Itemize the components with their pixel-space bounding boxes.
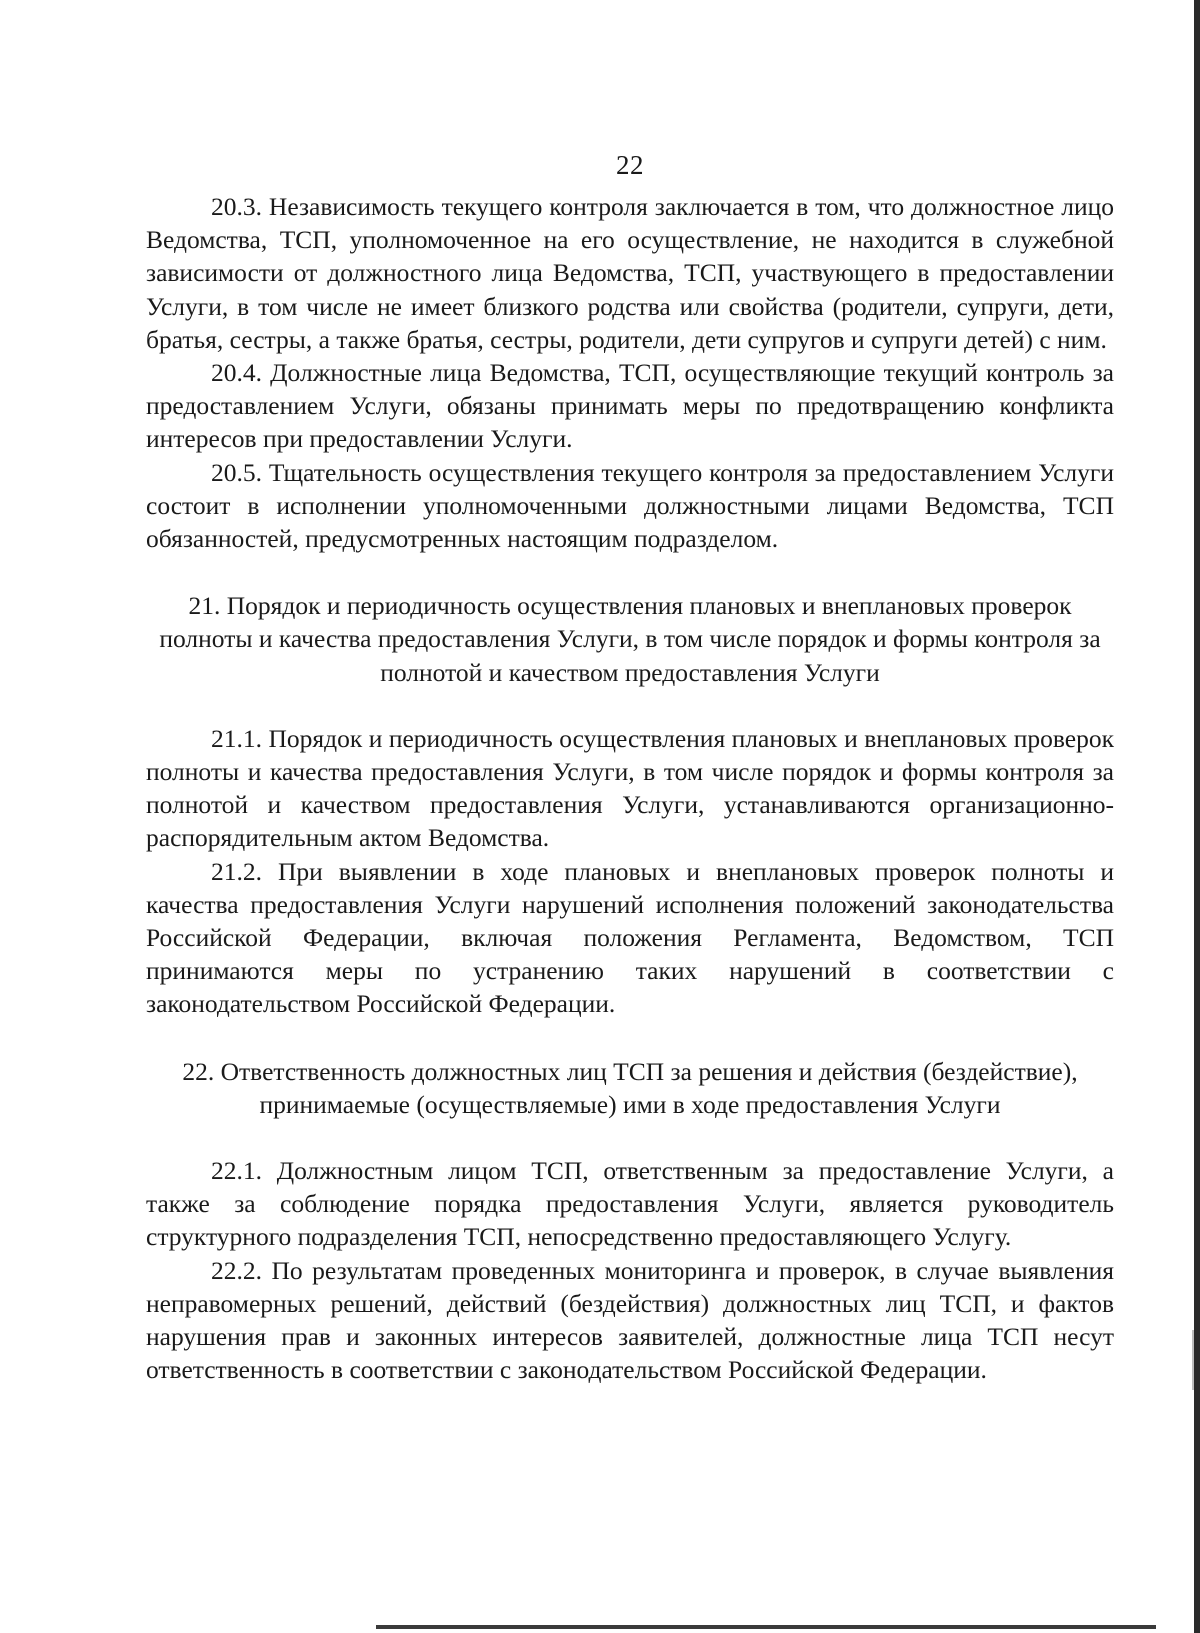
section-heading-21: 21. Порядок и периодичность осуществления плановых и внеплановых проверок полноты и качества предоставления Услуги, в том числе порядок и формы контроля за полнотой и качеством предоставления Услуги — [159, 591, 1101, 687]
scan-edge-right — [1194, 0, 1200, 1633]
paragraph-20-5: 20.5. Тщательность осуществления текущего контроля за предоставлением Услуги состоит в исполнении уполномоченными должностными лицами Ведомства, ТСП обязанностей, предусмотренных настоящим подразделом. — [146, 457, 1114, 554]
paragraph-21-1: 21.1. Порядок и периодичность осуществления плановых и внеплановых проверок полноты и качества предоставления Услуги, в том числе порядок и формы контроля за полнотой и качеством предоставления Услуги, устанавливаются организационно-распорядительным актом Ведомства. — [146, 723, 1114, 853]
scan-edge-bottom — [376, 1625, 1156, 1629]
section-heading-22: 22. Ответственность должностных лиц ТСП за решения и действия (бездействие), принимаемые (осуществляемые) ими в ходе предоставления Услуги — [182, 1056, 1078, 1119]
paragraph-20-4: 20.4. Должностные лица Ведомства, ТСП, осуществляющие текущий контроль за предоставлением Услуги, обязаны принимать меры по предотвращению конфликта интересов при предоставлении Услуги. — [146, 358, 1114, 454]
paragraph-20-3: 20.3. Независимость текущего контроля заключается в том, что должностное лицо Ведомства, ТСП, уполномоченное на его осуществление, не находится в служебной зависимости от должностного лица Ведомства, ТСП, участвующего в предоставлении Услуги, в том числе не имеет близкого родства или свойства (родители, супруги, дети, братья, сестры, а также братья, сестры, родители, дети супругов и супруги детей) с ним. — [146, 192, 1114, 354]
page-number: 22 — [616, 150, 644, 180]
scan-artifact — [1192, 1330, 1194, 1390]
document-body — [146, 190, 1114, 1387]
paragraph-21-2: 21.2. При выявлении в ходе плановых и внеплановых проверок полноты и качества предоставления Услуги нарушений исполнения положений законодательства Российской Федерации, включая положения Регламента, Ведомством, ТСП принимаются меры по устранению таких нарушений в соответствии с законодательством Российской Федерации. — [146, 856, 1114, 1019]
paragraph-22-2: 22.2. По результатам проведенных мониторинга и проверок, в случае выявления неправомерных решений, действий (бездействия) должностных лиц ТСП, и фактов нарушения прав и законных интересов заявителей, должностные лица ТСП несут ответственность в соответствии с законодательством Российской Федерации. — [146, 1255, 1114, 1385]
paragraph-22-1: 22.1. Должностным лицом ТСП, ответственным за предоставление Услуги, а также за соблюдение порядка предоставления Услуги, является руководитель структурного подразделения ТСП, непосредственно предоставляющего Услугу. — [146, 1156, 1114, 1252]
